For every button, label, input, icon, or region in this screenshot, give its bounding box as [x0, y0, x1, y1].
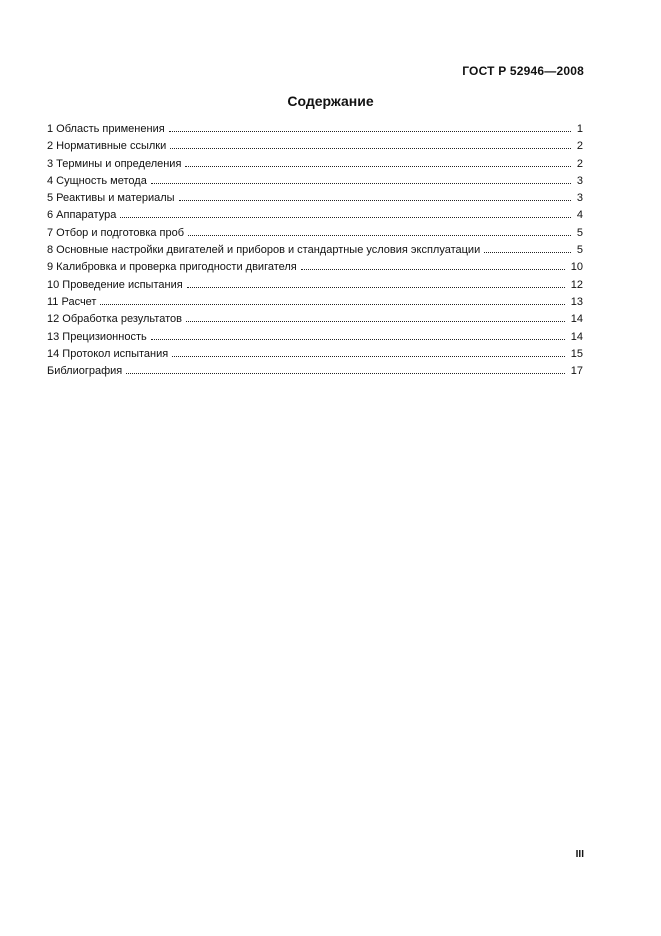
toc-entry-page: 14 — [570, 330, 583, 343]
toc-dot-leader — [126, 373, 565, 374]
toc-entry-page: 3 — [576, 192, 583, 205]
toc-dot-leader — [120, 217, 571, 218]
document-code: ГОСТ Р 52946—2008 — [462, 64, 584, 78]
toc-entry-label: 2 Нормативные ссылки — [47, 140, 167, 153]
toc-entry-label: 14 Протокол испытания — [47, 347, 169, 360]
toc-entry-page: 4 — [576, 209, 583, 222]
table-of-contents — [47, 121, 583, 380]
toc-entry-label: 4 Сущность метода — [47, 174, 147, 187]
toc-entry[interactable] — [47, 242, 583, 259]
toc-entry-label: Библиография — [47, 365, 123, 378]
toc-dot-leader — [188, 235, 571, 236]
page-number: III — [575, 849, 584, 860]
toc-entry[interactable] — [47, 156, 583, 173]
toc-dot-leader — [151, 339, 565, 340]
toc-entry-label: 13 Прецизионность — [47, 330, 147, 343]
toc-dot-leader — [100, 304, 564, 305]
toc-dot-leader — [172, 356, 565, 357]
toc-entry[interactable] — [47, 173, 583, 190]
toc-dot-leader — [151, 183, 571, 184]
toc-entry[interactable] — [47, 277, 583, 294]
toc-entry-label: 3 Термины и определения — [47, 157, 182, 170]
toc-entry-label: 8 Основные настройки двигателей и приборов и стандартные условия эксплуатации — [47, 244, 481, 257]
toc-dot-leader — [301, 269, 565, 270]
toc-dot-leader — [170, 148, 571, 149]
toc-entry-label: 12 Обработка результатов — [47, 313, 182, 326]
toc-entry-page: 17 — [570, 365, 583, 378]
toc-entry[interactable] — [47, 138, 583, 155]
toc-entry-page: 1 — [576, 123, 583, 135]
toc-dot-leader — [185, 166, 570, 167]
toc-entry-page: 5 — [576, 244, 583, 257]
toc-entry-page: 15 — [570, 347, 583, 360]
toc-dot-leader — [179, 200, 571, 201]
toc-entry-page: 2 — [576, 140, 583, 153]
toc-entry-page: 3 — [576, 174, 583, 187]
toc-entry-label: 6 Аппаратура — [47, 209, 117, 222]
toc-entry-label: 9 Калибровка и проверка пригодности двигателя — [47, 261, 297, 274]
toc-entry-page: 13 — [570, 295, 583, 308]
toc-entry-label: 10 Проведение испытания — [47, 278, 183, 291]
toc-entry[interactable] — [47, 346, 583, 363]
toc-entry[interactable] — [47, 121, 583, 138]
toc-entry[interactable] — [47, 363, 583, 380]
toc-entry[interactable] — [47, 259, 583, 276]
toc-entry-label: 5 Реактивы и материалы — [47, 192, 175, 205]
toc-dot-leader — [169, 131, 571, 132]
toc-entry[interactable] — [47, 207, 583, 224]
toc-entry[interactable] — [47, 329, 583, 346]
toc-entry-page: 10 — [570, 261, 583, 274]
toc-entry-label: 1 Область применения — [47, 123, 165, 135]
toc-dot-leader — [187, 287, 565, 288]
toc-entry-page: 12 — [570, 278, 583, 291]
toc-entry[interactable] — [47, 190, 583, 207]
toc-entry[interactable] — [47, 311, 583, 328]
toc-title: Содержание — [287, 93, 374, 109]
toc-entry[interactable] — [47, 225, 583, 242]
toc-dot-leader — [484, 252, 571, 253]
toc-entry[interactable] — [47, 294, 583, 311]
toc-entry-label: 7 Отбор и подготовка проб — [47, 226, 185, 239]
toc-entry-page: 5 — [576, 226, 583, 239]
toc-entry-page: 14 — [570, 313, 583, 326]
toc-entry-page: 2 — [576, 157, 583, 170]
toc-dot-leader — [186, 321, 565, 322]
toc-entry-label: 11 Расчет — [47, 295, 97, 308]
